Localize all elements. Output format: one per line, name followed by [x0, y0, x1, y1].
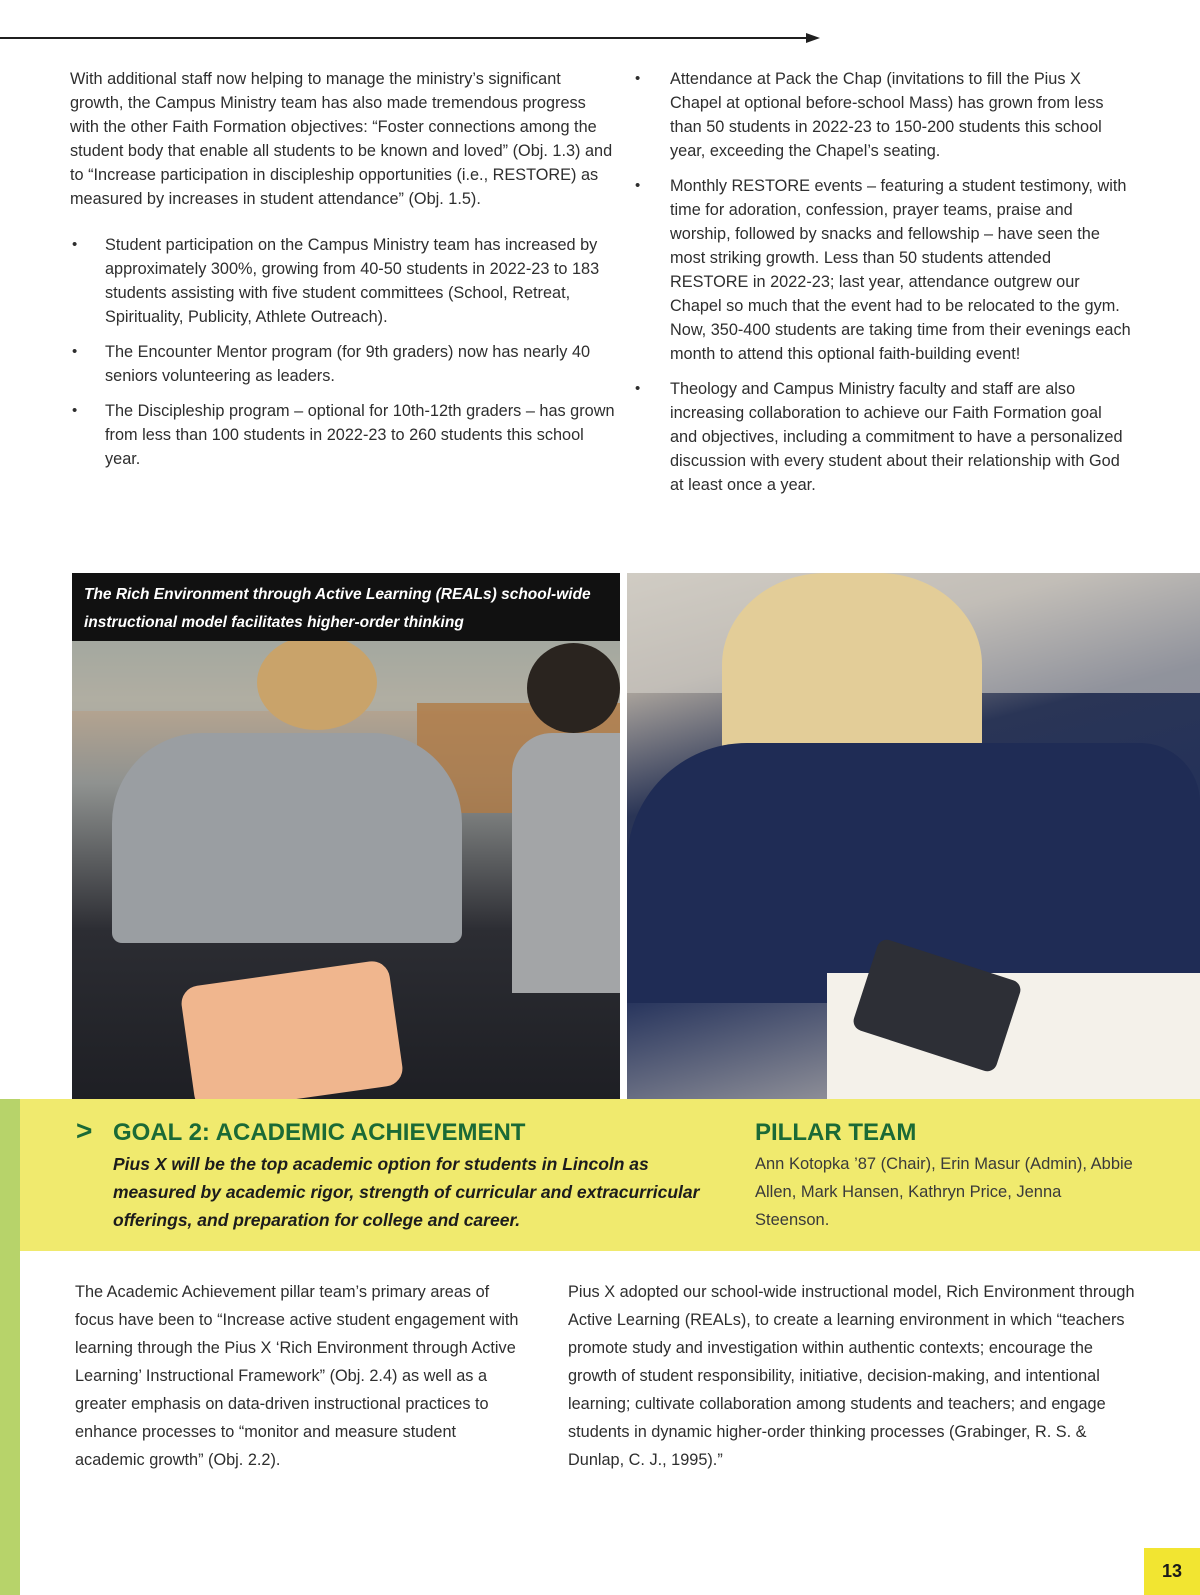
photo-students-suturing	[72, 573, 620, 1099]
list-item	[70, 399, 615, 471]
list-item	[633, 174, 1133, 366]
bullet-icon: •	[72, 343, 78, 360]
photo-caption: The Rich Environment through Active Learning (REALs) school-wide instructional model facilitates higher-order thinking	[84, 586, 591, 631]
arrow-right-icon	[806, 33, 820, 43]
list-item-text: The Encounter Mentor program (for 9th graders) now has nearly 40 seniors volunteering as leaders.	[105, 343, 591, 385]
list-item-text: The Discipleship program – optional for 10th-12th graders – has grown from less than 100 students in 2022-23 to 260 students this school year.	[105, 402, 615, 468]
bullet-icon: •	[72, 402, 78, 419]
side-accent-bar	[0, 1099, 20, 1595]
list-item-text: Student participation on the Campus Ministry team has increased by approximately 300%, growing from 40-50 students in 2022-23 to 183 students assisting with five student committees (School, Retreat, Spirituality, Publicity, Athlete Outreach).	[105, 236, 600, 326]
photo-hair	[257, 635, 377, 730]
bullet-icon: •	[635, 70, 641, 87]
bullet-icon: •	[72, 236, 78, 253]
list-item	[70, 340, 615, 388]
list-item	[633, 67, 1133, 163]
list-item	[633, 377, 1133, 497]
right-column	[633, 67, 1133, 508]
chevron-right-icon: >	[76, 1115, 93, 1146]
bottom-left-paragraph: The Academic Achievement pillar team’s primary areas of focus have been to “Increase active student engagement with learning through the Pius X ‘Rich Environment through Active Learning’ Instructional Framework” (Obj. 2.4) as well as a greater emphasis on data-driven instructional practices to enhance processes to “monitor and measure student academic growth” (Obj. 2.2).	[75, 1283, 519, 1469]
page-number: 13	[1144, 1548, 1200, 1595]
photo-caption-box	[72, 573, 620, 641]
pillar-team-title: PILLAR TEAM	[755, 1119, 917, 1146]
list-item-text: Theology and Campus Ministry faculty and staff are also increasing collaboration to achieve our Faith Formation goal and objectives, including a commitment to have a personalized discussion with every student about their relationship with God at least once a year.	[670, 380, 1123, 494]
goal-description: Pius X will be the top academic option for students in Lincoln as measured by academic rigor, strength of curricular and extracurricular offerings, and preparation for college and career.	[113, 1154, 700, 1230]
left-bullet-list	[70, 233, 615, 471]
photo-hair-2	[527, 643, 620, 733]
bullet-icon: •	[635, 177, 641, 194]
photo-sweatshirt	[112, 733, 462, 943]
list-item	[70, 233, 615, 329]
list-item-text: Monthly RESTORE events – featuring a student testimony, with time for adoration, confession, prayer teams, praise and worship, followed by snacks and fellowship – have seen the most striking growth. Less than 50 students attended RESTORE in 2022-23; last year, attendance outgrew our Chapel so much that the event had to be relocated to the gym. Now, 350-400 students are taking time from their evenings each month to attend this optional faith-building event!	[670, 177, 1131, 363]
top-divider-line	[0, 37, 808, 39]
goal-title: GOAL 2: ACADEMIC ACHIEVEMENT	[113, 1119, 526, 1146]
pillar-team-members: Ann Kotopka ’87 (Chair), Erin Masur (Admin), Abbie Allen, Mark Hansen, Kathryn Price, Jenna Steenson.	[755, 1155, 1133, 1229]
list-item-text: Attendance at Pack the Chap (invitations to fill the Pius X Chapel at optional before-school Mass) has grown from less than 50 students in 2022-23 to 150-200 students this school year, exceeding the Chapel’s seating.	[670, 70, 1104, 160]
left-column	[70, 67, 615, 482]
photo-sweatshirt-2	[512, 733, 620, 993]
bullet-icon: •	[635, 380, 641, 397]
intro-paragraph: With additional staff now helping to manage the ministry’s significant growth, the Campus Ministry team has also made tremendous progress with the other Faith Formation objectives: “Foster connections among the student body that enable all students to be known and loved” (Obj. 1.3) and to “Increase participation in discipleship opportunities (i.e., RESTORE) as measured by increases in student attendance” (Obj. 1.5).	[70, 70, 613, 208]
photo-student-calculator	[627, 573, 1200, 1099]
bottom-right-paragraph: Pius X adopted our school-wide instructional model, Rich Environment through Active Learning (REALs), to create a learning environment in which “teachers promote study and investigation within authentic contexts; encourage the growth of student responsibility, initiative, decision-making, and intentional learning; cultivate collaboration among students and teachers; and engage students in dynamic higher-order thinking processes (Grabinger, R. S. & Dunlap, C. J., 1995).”	[568, 1283, 1135, 1469]
right-bullet-list	[633, 67, 1133, 497]
photo-suture-pad	[179, 959, 404, 1099]
